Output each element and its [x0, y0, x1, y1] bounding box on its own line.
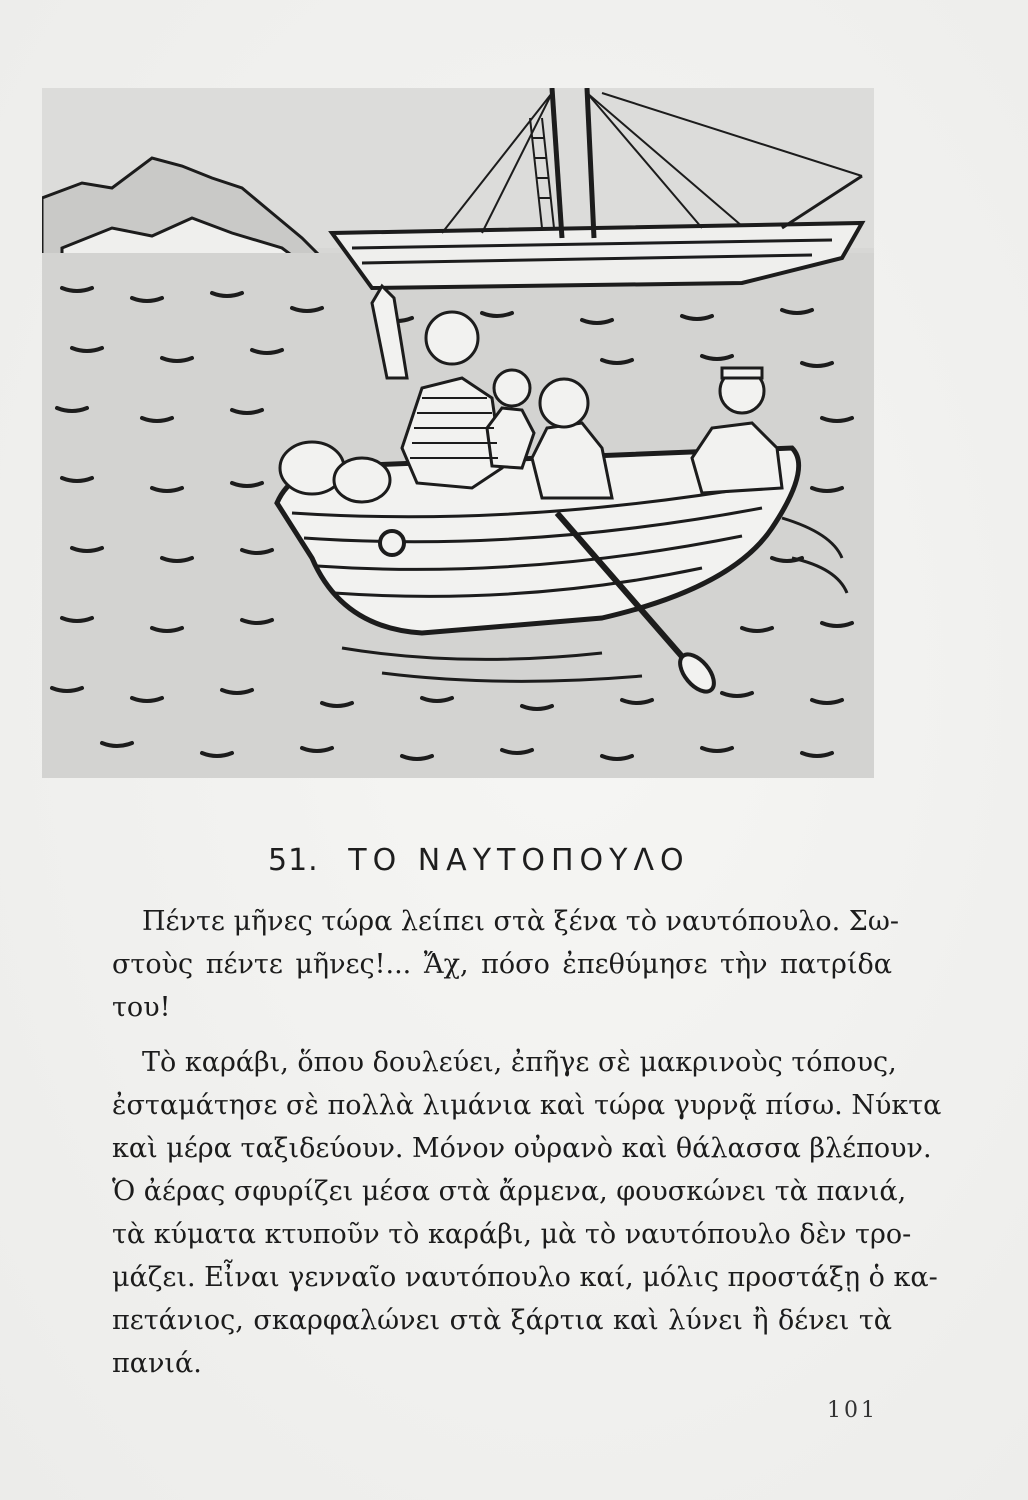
page-number: 101	[827, 1398, 878, 1423]
woodcut-illustration	[42, 88, 874, 778]
text-line: μάζει. Εἶναι γενναῖο ναυτόπουλο καί, μόλις προστάξῃ ὁ κα-	[112, 1262, 938, 1293]
chapter-title: ΤΟ ΝΑΥΤΟΠΟΥΛΟ	[348, 843, 690, 878]
text-line: στοὺς πέντε μῆνες!... Ἄχ, πόσο ἐπεθύμησε τὴν πατρίδα	[112, 949, 892, 980]
text-line: Τὸ καράβι, ὅπου δουλεύει, ἐπῆγε σὲ μακρινοὺς τόπους,	[142, 1047, 897, 1078]
paragraph-1	[112, 900, 899, 1029]
paragraph-2	[112, 1041, 942, 1385]
story-text	[112, 900, 942, 1385]
text-line: Ὁ ἀέρας σφυρίζει μέσα στὰ ἄρμενα, φουσκώνει τὰ πανιά,	[112, 1176, 907, 1207]
text-line: πανιά.	[112, 1348, 202, 1379]
text-line: Πέντε μῆνες τώρα λείπει στὰ ξένα τὸ ναυτόπουλο. Σω-	[142, 906, 899, 937]
text-line: του!	[112, 992, 171, 1023]
text-line: πετάνιος, σκαρφαλώνει στὰ ξάρτια καὶ λύνει ἢ δένει τὰ	[112, 1305, 892, 1336]
text-line: καὶ μέρα ταξιδεύουν. Μόνον οὐρανὸ καὶ θάλασσα βλέπουν.	[112, 1133, 932, 1164]
text-line: ἐσταμάτησε σὲ πολλὰ λιμάνια καὶ τώρα γυρνᾷ πίσω. Νύκτα	[112, 1090, 942, 1121]
illustration-boat-and-ship	[42, 88, 874, 778]
chapter-number: 51.	[268, 843, 319, 878]
chapter-heading	[268, 843, 690, 878]
text-line: τὰ κύματα κτυποῦν τὸ καράβι, μὰ τὸ ναυτόπουλο δὲν τρο-	[112, 1219, 912, 1250]
